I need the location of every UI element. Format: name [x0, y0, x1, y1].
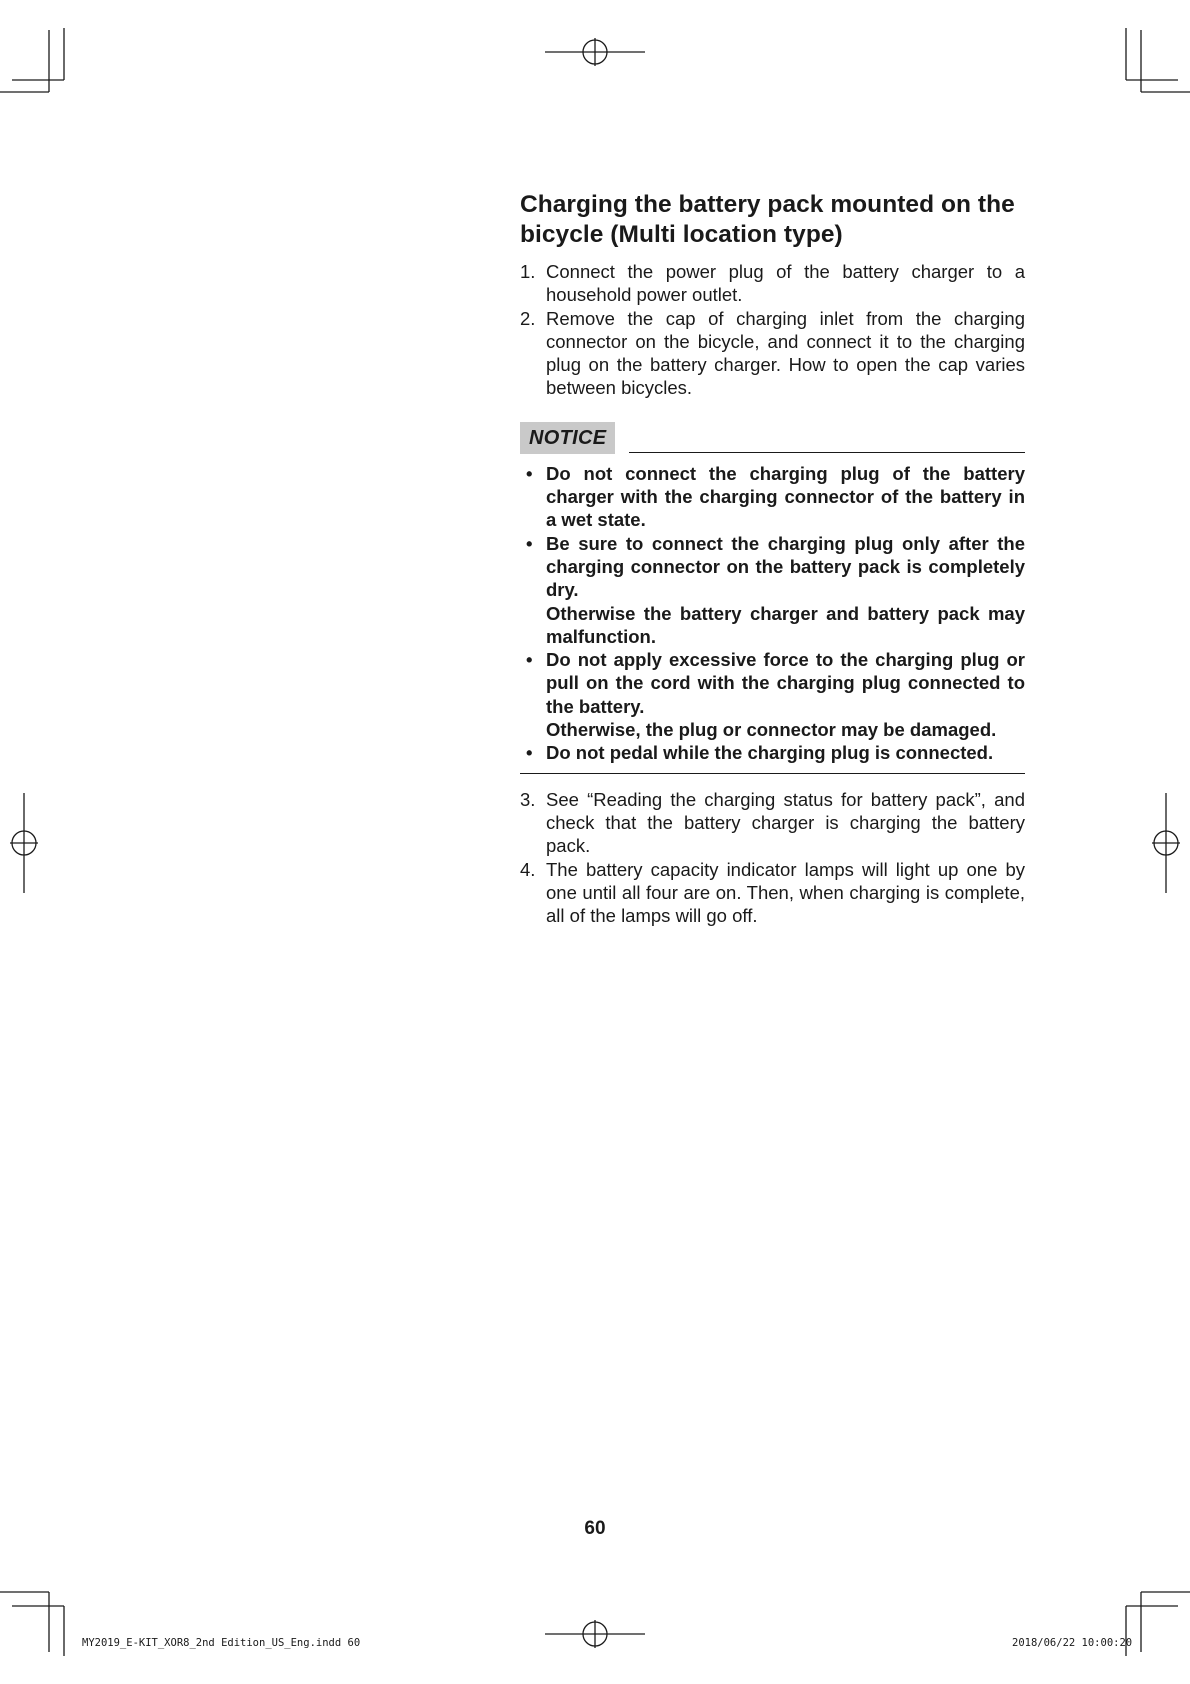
steps-list-after: [520, 788, 1025, 928]
notice-consequence: Otherwise, the plug or connector may be damaged.: [546, 719, 997, 741]
steps-list-before: [520, 260, 1025, 400]
page-number: 60: [584, 1518, 606, 1539]
notice-item: [520, 532, 1025, 648]
notice-text: Do not connect the charging plug of the battery charger with the charging connector of the battery in a wet state.: [546, 462, 1025, 531]
bullet: •: [526, 742, 533, 764]
step-item: [520, 788, 1025, 858]
registration-mark: [545, 38, 645, 66]
notice-header: [520, 422, 1025, 454]
step-text: Connect the power plug of the battery charger to a household power outlet.: [546, 261, 1025, 306]
section-title: Charging the battery pack mounted on the bicycle (Multi location type): [520, 191, 1015, 248]
step-number: 2.: [520, 307, 536, 329]
step-item: [520, 260, 1025, 307]
step-item: [520, 307, 1025, 400]
step-text: Remove the cap of charging inlet from the charging connector on the bicycle, and connect it to the charging plug on the battery charger. How to open the cap varies between bicycles.: [546, 307, 1025, 399]
step-number: 1.: [520, 261, 536, 282]
notice-consequence: Otherwise the battery charger and battery pack may malfunction.: [546, 602, 1025, 647]
registration-mark: [10, 793, 38, 893]
bullet: •: [526, 462, 533, 484]
step-number: 4.: [520, 858, 536, 880]
notice-end-divider: [520, 773, 1025, 774]
step-text: The battery capacity indicator lamps will light up one by one until all four are on. Then, when charging is complete, all of the lamps will go off.: [546, 858, 1025, 927]
notice-item: [520, 741, 1025, 764]
registration-mark: [1152, 793, 1180, 893]
notice-label: NOTICE: [520, 422, 615, 454]
notice-item: [520, 648, 1025, 741]
notice-list: [520, 462, 1025, 765]
notice-item: [520, 462, 1025, 532]
step-item: [520, 858, 1025, 928]
main-content: [520, 190, 1025, 927]
slug-filename: MY2019_E-KIT_XOR8_2nd Edition_US_Eng.indd 60: [82, 1637, 361, 1649]
slug-date: 2018/06/22 10:00:20: [1012, 1637, 1133, 1649]
bullet: •: [526, 532, 533, 554]
step-text: See “Reading the charging status for battery pack”, and check that the battery charger is charging the battery pack.: [546, 788, 1025, 857]
bullet: •: [526, 649, 533, 671]
step-number: 3.: [520, 788, 536, 810]
notice-text: Do not pedal while the charging plug is connected.: [546, 742, 994, 764]
notice-divider: [629, 452, 1025, 453]
notice-text: Do not apply excessive force to the charging plug or pull on the cord with the charging plug connected to the battery.: [546, 649, 1025, 717]
registration-mark: [545, 1620, 645, 1648]
notice-text: Be sure to connect the charging plug only after the charging connector on the battery pack is completely dry.: [546, 532, 1025, 601]
